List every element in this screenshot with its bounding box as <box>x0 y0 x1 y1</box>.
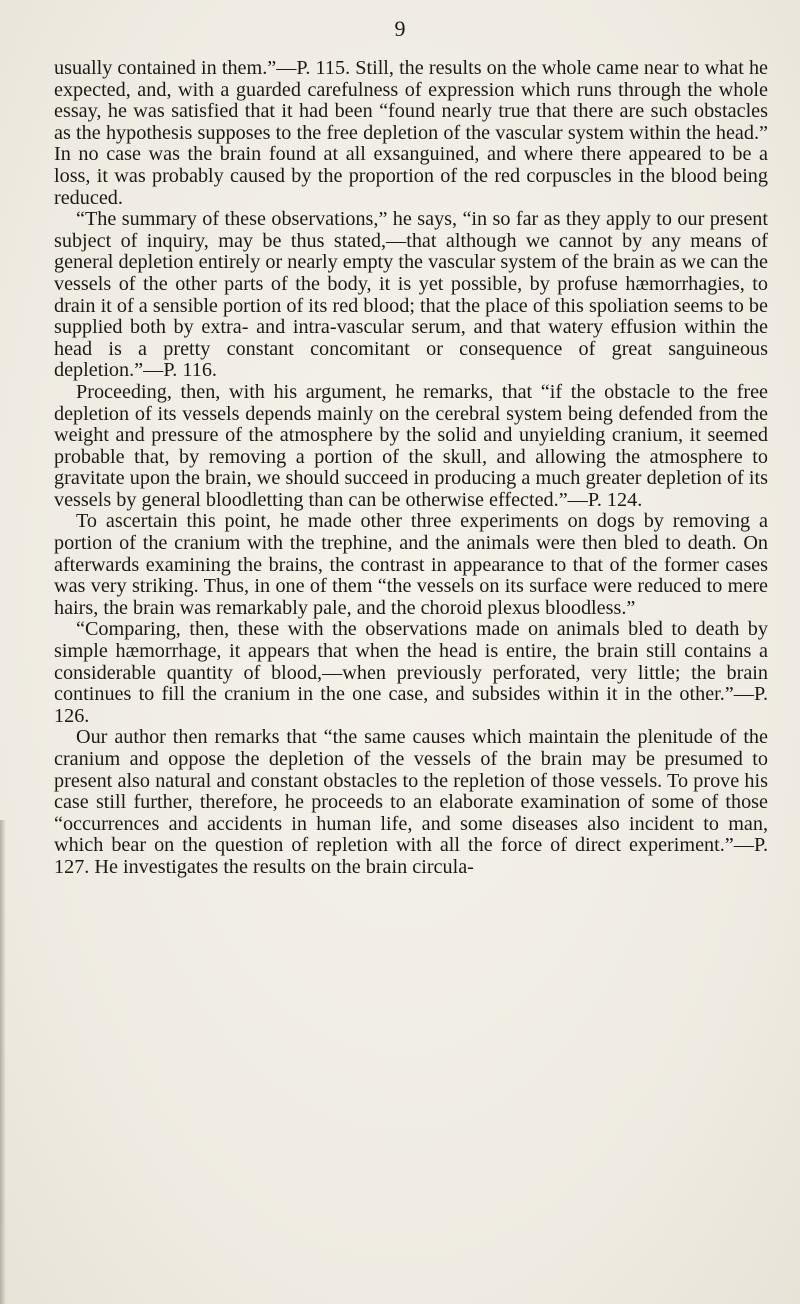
page-binding-shadow <box>0 820 6 1304</box>
page-number: 9 <box>394 16 406 41</box>
paragraph-6: Our author then remarks that “the same causes which maintain the plenitude of the cranium and oppose the depletion of the vessels of the brain may be presumed to present also natural and constant obstacles to the repletion of those vessels. To prove his case still further, therefore, he proceeds to an elaborate examination of some of those “occurrences and accidents in human life, and some diseases also incident to man, which bear on the question of repletion with all the force of direct experiment.”—P. 127. He investigates the results on the brain circula- <box>54 726 768 878</box>
paragraph-3: Proceeding, then, with his argument, he remarks, that “if the obstacle to the free depletion of its vessels depends mainly on the cerebral system being defended from the weight and pressure of the atmosphere by the solid and unyielding cranium, it seemed probable that, by removing a portion of the skull, and allowing the atmosphere to gravitate upon the brain, we should succeed in producing a much greater depletion of its vessels by general bloodletting than can be otherwise effected.”—P. 124. <box>54 380 768 511</box>
paragraph-4: To ascertain this point, he made other three experiments on dogs by removing a portion of the cranium with the trephine, and the animals were then bled to death. On afterwards examining the brains, the contrast in appearance to that of the former cases was very striking. Thus, in one of them “the vessels on its surface were reduced to mere hairs, the brain was remarkably pale, and the choroid plexus bloodless.” <box>54 510 768 619</box>
body-text <box>54 58 768 879</box>
paragraph-5: “Comparing, then, these with the observations made on animals bled to death by simple hæmorrhage, it appears that when the head is entire, the brain still contains a considerable quantity of blood,—when previously perforated, very little; the brain continues to fill the cranium in the one case, and subsides within it in the other.”—P. 126. <box>54 618 768 727</box>
paragraph-1: usually contained in them.”—P. 115. Still, the results on the whole came near to what he expected, and, with a guarded carefulness of expression which runs through the whole essay, he was satisfied that it had been “found nearly true that there are such obstacles as the hypothesis supposes to the free depletion of the vascular system within the head.” In no case was the brain found at all exsanguined, and where there appeared to be a loss, it was probably caused by the proportion of the red corpuscles in the blood being reduced. <box>54 57 768 209</box>
paragraph-2: “The summary of these observations,” he says, “in so far as they apply to our present subject of inquiry, may be thus stated,—that although we cannot by any means of general depletion entirely or nearly empty the vascular system of the brain as we can the vessels of the other parts of the body, it is yet possible, by profuse hæmorrhagies, to drain it of a sensible portion of its red blood; that the place of this spoliation seems to be supplied both by extra- and intra-vascular serum, and that watery effusion within the head is a pretty constant concomitant or consequence of great sanguineous depletion.”—P. 116. <box>54 208 768 382</box>
